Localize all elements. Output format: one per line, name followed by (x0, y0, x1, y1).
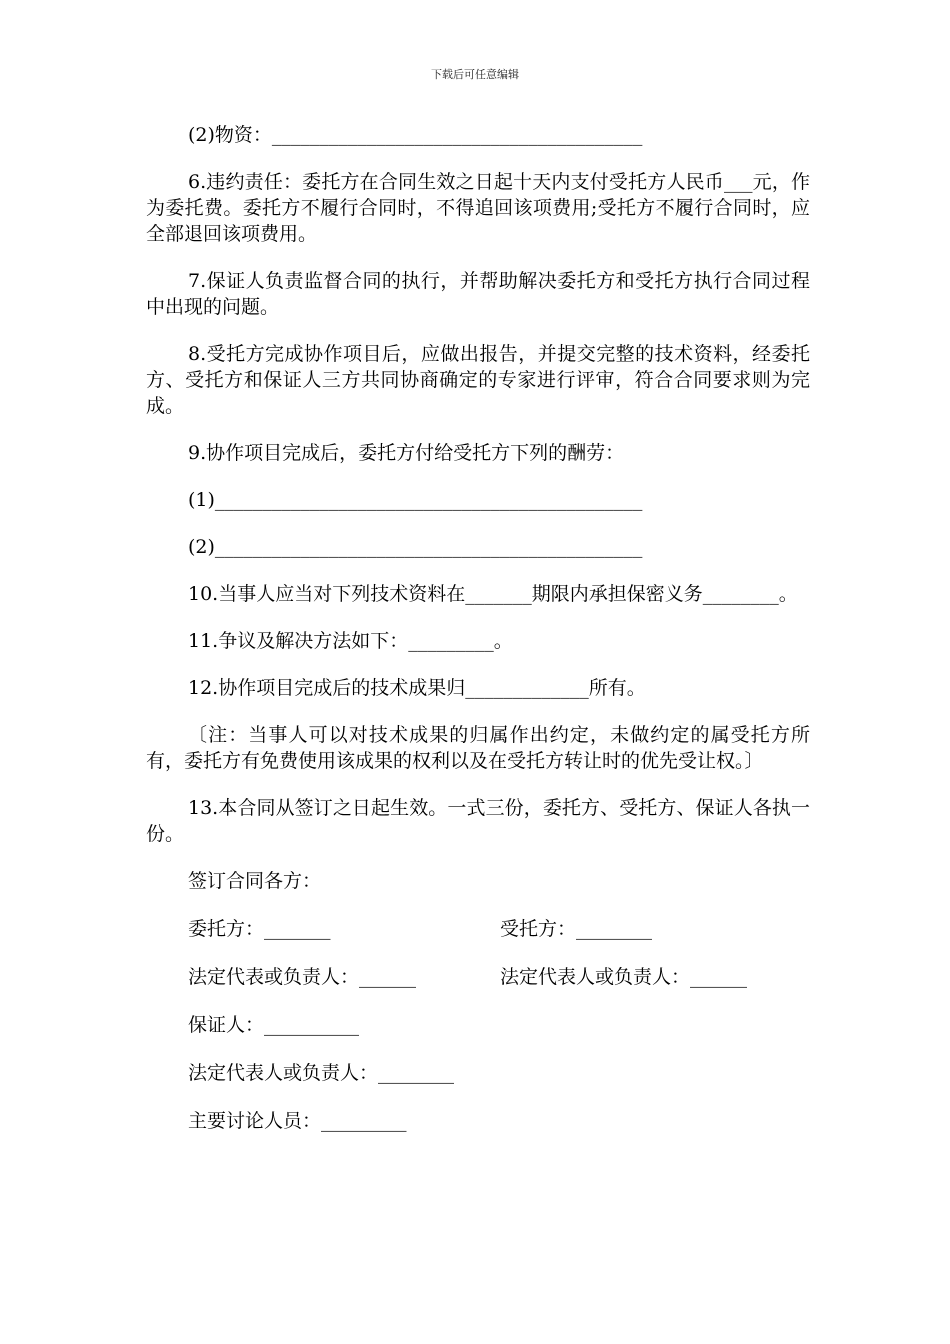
signature-discussants: 主要讨论人员：_________ (188, 1110, 407, 1132)
clause-11-disputes: 11.争议及解决方法如下：_________。 (188, 630, 513, 652)
clause-8-completion: 8.受托方完成协作项目后，应做出报告，并提交完整的技术资料，经委托方、受托方和保证人三方共同协商确定的专家进行评审，符合合同要求则为完成。 (146, 343, 810, 417)
signature-guarantor-rep: 法定代表人或负责人：________ (188, 1062, 455, 1084)
clause-materials: (2)物资：_______________________________________ (188, 124, 643, 146)
remuneration-item-1: (1)_____________________________________________ (188, 489, 643, 511)
signature-title: 签订合同各方： (188, 870, 322, 892)
clause-7-guarantor: 7.保证人负责监督合同的执行，并帮助解决委托方和受托方执行合同过程中出现的问题。 (146, 270, 810, 318)
page-header: 下载后可任意编辑 (431, 68, 519, 81)
clause-10-confidentiality: 10.当事人应当对下列技术资料在_______期限内承担保密义务________。 (188, 583, 798, 605)
signature-client: 委托方：_______ (188, 918, 331, 940)
signature-contractor: 受托方：________ (500, 918, 653, 940)
signature-client-rep: 法定代表或负责人：______ (188, 966, 417, 988)
remuneration-item-2: (2)_____________________________________________ (188, 536, 643, 558)
clause-12-ownership: 12.协作项目完成后的技术成果归_____________所有。 (188, 677, 646, 699)
clause-6-breach: 6.违约责任：委托方在合同生效之日起十天内支付受托方人民币___元，作为委托费。委托方不履行合同时，不得追回该项费用;受托方不履行合同时，应全部退回该项费用。 (146, 171, 810, 245)
clause-13-effect: 13.本合同从签订之日起生效。一式三份，委托方、受托方、保证人各执一份。 (146, 797, 810, 845)
signature-contractor-rep: 法定代表人或负责人：______ (500, 966, 748, 988)
signature-row-representatives (146, 964, 810, 990)
signature-row-parties (146, 916, 810, 942)
signature-guarantor: 保证人：__________ (188, 1014, 360, 1036)
contract-body (146, 122, 810, 1156)
clause-9-remuneration: 9.协作项目完成后，委托方付给受托方下列的酬劳： (188, 442, 625, 464)
note-ownership: 〔注：当事人可以对技术成果的归属作出约定，未做约定的属受托方所有，委托方有免费使用该成果的权利以及在受托方转让时的优先受让权。〕 (146, 724, 810, 772)
